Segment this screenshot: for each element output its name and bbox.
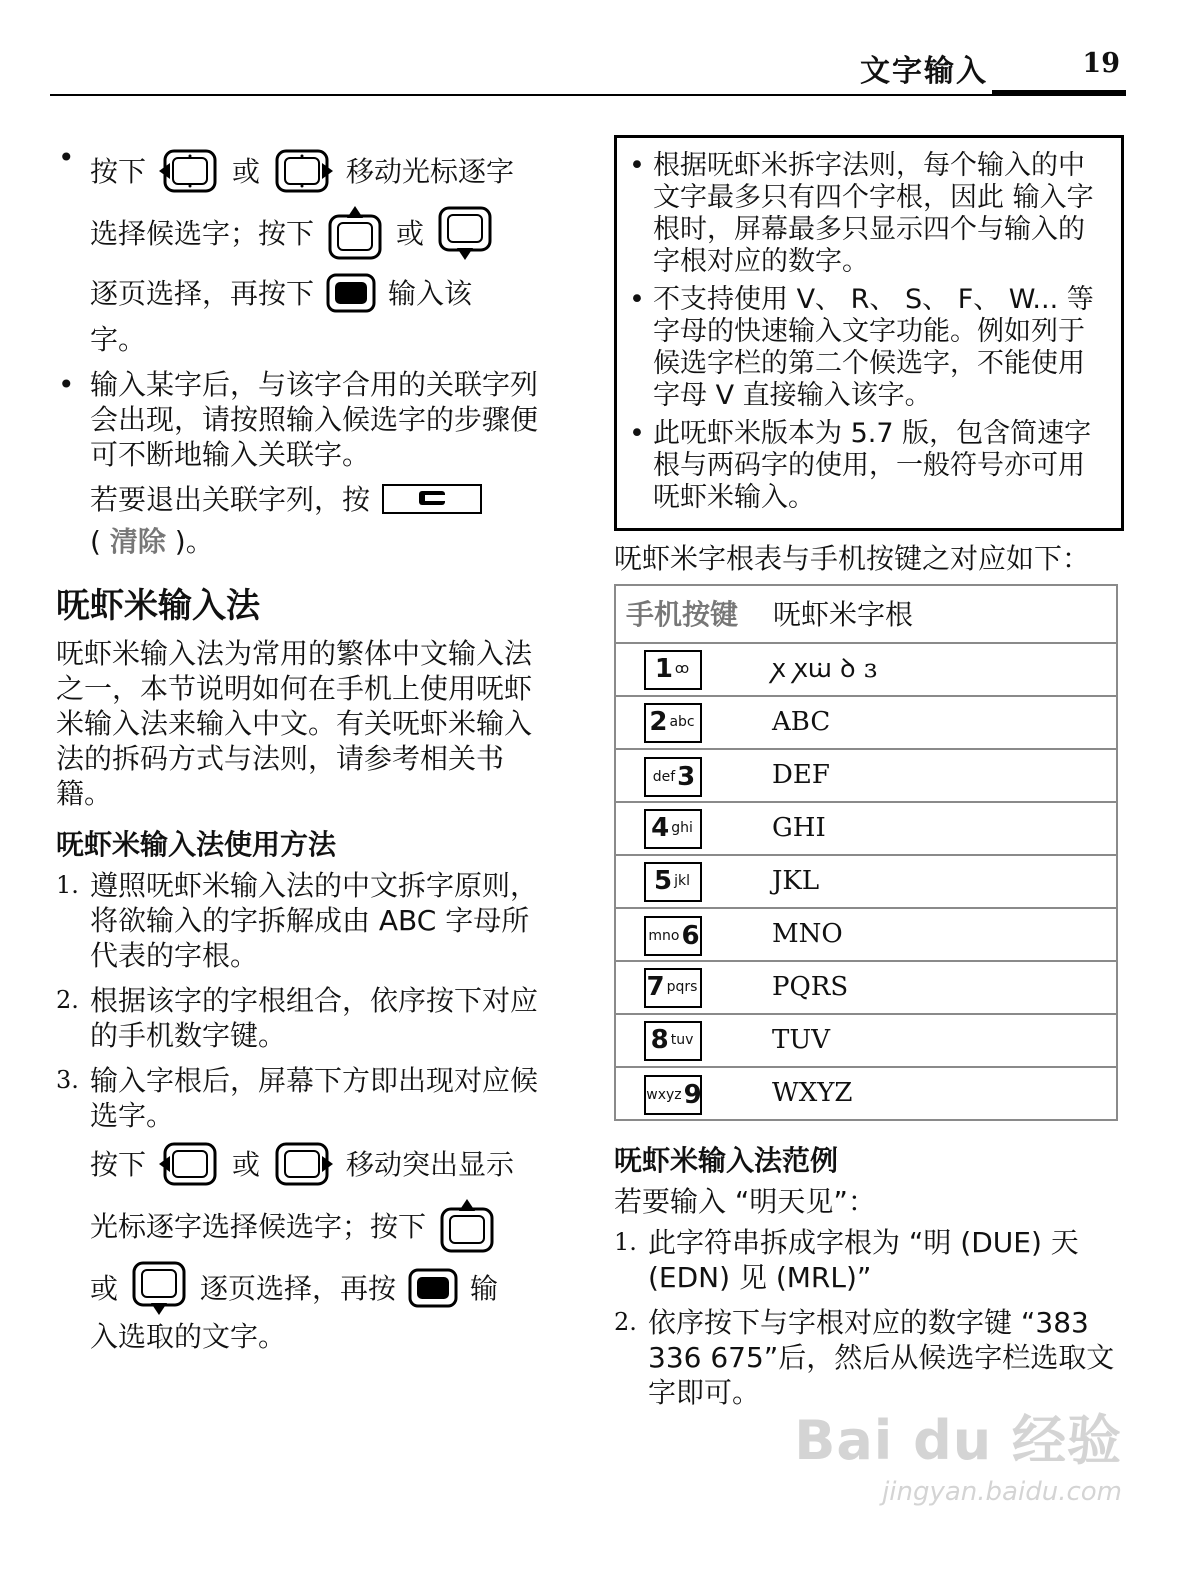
keypad-key-icon xyxy=(644,1075,702,1115)
watermark xyxy=(794,1398,1122,1507)
keypad-key-icon xyxy=(644,703,702,743)
step-text: 遵照呒虾米输入法的中文拆字原则，将欲输入的字拆解成由 ABC 字母所代表的字根。 xyxy=(90,869,539,972)
key-digit: 7 xyxy=(646,972,665,1002)
roots-cell: WXYZ xyxy=(772,1067,1117,1120)
text-press: 按下 xyxy=(90,1147,147,1181)
roots-cell: TUV xyxy=(772,1014,1117,1067)
center-select-icon xyxy=(326,273,376,313)
nav-left-icon xyxy=(158,1139,220,1189)
keypad-key-icon xyxy=(644,809,702,849)
nav-left-icon xyxy=(158,146,220,196)
key-cell xyxy=(615,1014,772,1067)
nav-down-icon xyxy=(130,1259,188,1317)
key-digit: 9 xyxy=(683,1079,702,1110)
key-digit: 8 xyxy=(650,1025,669,1055)
nav-right-icon xyxy=(272,1139,334,1189)
table-row xyxy=(615,802,1117,855)
key-digit: 2 xyxy=(649,707,668,737)
step-number: 2. xyxy=(614,1308,637,1336)
key-letters: pqrs xyxy=(666,979,698,995)
key-cell xyxy=(615,749,772,802)
key-letters: abc xyxy=(669,714,695,730)
text-select-candidate: 光标逐字选择候选字；按下 xyxy=(90,1209,427,1243)
text-or: 或 xyxy=(232,154,261,188)
note-box xyxy=(614,135,1124,531)
nav-up-icon xyxy=(326,204,384,262)
text-move-highlight: 移动突出显示 xyxy=(346,1147,515,1181)
key-digit: 5 xyxy=(654,866,673,896)
keypad-key-icon xyxy=(644,968,702,1008)
step-number: 1. xyxy=(614,1228,637,1256)
note-item: • 此呒虾米版本为 5.7 版，包含简速字根与两码字的使用，一般符号亦可用呒虾米输入。 xyxy=(627,418,1109,514)
key-letters: def xyxy=(652,768,676,785)
step-text: 根据该字的字根组合，依序按下对应的手机数字键。 xyxy=(90,984,539,1052)
watermark-url: jingyan.baidu.com xyxy=(882,1477,1122,1507)
section-title: 呒虾米输入法 xyxy=(56,586,260,626)
roots-cell: DEF xyxy=(772,749,1117,802)
roots-cell: MNO xyxy=(772,908,1117,961)
key-cell xyxy=(615,696,772,749)
example-title: 呒虾米输入法范例 xyxy=(614,1144,839,1177)
key-letters: mno xyxy=(648,927,680,944)
table-row xyxy=(615,855,1117,908)
roots-cell: JKL xyxy=(772,855,1117,908)
key-digit: 4 xyxy=(651,813,670,843)
key-digit: 6 xyxy=(681,920,700,951)
text-char: 字。 xyxy=(90,323,147,356)
text-or: 或 xyxy=(396,216,425,250)
key-cell xyxy=(615,643,772,696)
key-letters: ghi xyxy=(671,820,693,836)
table-intro: 呒虾米字根表与手机按键之对应如下： xyxy=(614,542,1091,575)
table-row xyxy=(615,1067,1117,1120)
page-header xyxy=(50,40,1126,96)
text-input-char: 输入该 xyxy=(388,276,473,310)
clear-key-icon xyxy=(382,484,482,514)
note-item: • 不支持使用 V、 R、 S、 F、 W... 等字母的快速输入文字功能。例如列于候选字栏的第二个候选字，不能使用字母 V 直接输入该字。 xyxy=(627,284,1109,412)
paren-close: )。 xyxy=(174,525,214,558)
table-row xyxy=(615,749,1117,802)
page-number: 19 xyxy=(1082,48,1120,79)
roots-cell: GHI xyxy=(772,802,1117,855)
step-text: 此字符串拆成字根为 “明 (DUE) 天 (EDN) 见 (MRL)” xyxy=(648,1226,1079,1294)
table-row xyxy=(615,908,1117,961)
paren-open: ( xyxy=(90,525,101,558)
key-letters: ꝏ xyxy=(674,661,690,677)
page-title: 文字输入 xyxy=(860,54,988,89)
example-intro: 若要输入 “明天见”： xyxy=(614,1185,876,1218)
table-row xyxy=(615,961,1117,1014)
header-rule-accent xyxy=(992,90,1126,96)
nav-up-icon xyxy=(438,1197,496,1255)
key-cell xyxy=(615,855,772,908)
table-row xyxy=(615,696,1117,749)
key-cell xyxy=(615,961,772,1014)
nav-right-icon xyxy=(272,146,334,196)
note-item: • 根据呒虾米拆字法则，每个输入的中文字最多只有四个字根，因此 输入字根时，屏幕最多只显示四个与输入的字根对应的数字。 xyxy=(627,150,1109,278)
table-row xyxy=(615,1014,1117,1067)
keypad-key-icon xyxy=(644,757,702,797)
keypad-key-icon xyxy=(644,650,702,690)
column-header-key: 手机按键 xyxy=(615,585,772,643)
left-column xyxy=(56,140,556,1364)
roots-cell: ABC xyxy=(772,696,1117,749)
example-step xyxy=(614,1305,1124,1410)
key-digit: 1 xyxy=(654,654,673,684)
associated-text: • 输入某字后，与该字合用的关联字列会出现，请按照输入候选字的步骤便可不断地输入关联字。 xyxy=(90,368,539,471)
roots-cell: ꭗ ꭗꭐ ꝺ ɜ xyxy=(772,643,1117,696)
keypad-key-icon xyxy=(644,862,702,902)
key-digit: 3 xyxy=(677,761,696,792)
text-or: 或 xyxy=(90,1271,119,1305)
step-number: 3. xyxy=(56,1066,79,1094)
keypad-key-icon xyxy=(644,1021,702,1061)
text-move-cursor: 移动光标逐字 xyxy=(346,154,515,188)
keypad-key-icon xyxy=(644,916,702,956)
table-row xyxy=(615,643,1117,696)
step-item xyxy=(56,1063,556,1354)
step-text: 依序按下与字根对应的数字键 “383 336 675”后，然后从候选字栏选取文字即可。 xyxy=(648,1306,1115,1409)
bullet-associated xyxy=(56,367,556,559)
key-mapping-table xyxy=(614,584,1118,1121)
exit-text: 若要退出关联字列，按 xyxy=(90,482,371,516)
key-cell xyxy=(615,1067,772,1120)
step-item xyxy=(56,868,556,973)
key-cell xyxy=(615,802,772,855)
text-page-select: 逐页选择，再按下 xyxy=(90,276,315,310)
column-header-roots: 呒虾米字根 xyxy=(772,585,1117,643)
key-letters: wxyz xyxy=(646,1086,682,1103)
roots-cell: PQRS xyxy=(772,961,1117,1014)
step-item xyxy=(56,983,556,1053)
text-press: • 按下 xyxy=(90,154,147,188)
nav-down-icon xyxy=(436,204,494,262)
header-rule xyxy=(50,94,1126,96)
text-input: 输 xyxy=(470,1271,499,1305)
clear-label: 清除 xyxy=(109,525,166,558)
center-select-icon xyxy=(408,1268,458,1308)
step-text: 输入字根后，屏幕下方即出现对应候选字。 xyxy=(90,1064,539,1132)
right-column xyxy=(614,135,1124,1420)
example-step xyxy=(614,1225,1124,1295)
key-letters: tuv xyxy=(670,1032,694,1048)
text-page-select: 逐页选择，再按 xyxy=(200,1271,397,1305)
usage-title: 呒虾米输入法使用方法 xyxy=(56,828,337,861)
key-cell xyxy=(615,908,772,961)
key-letters: jkl xyxy=(674,873,690,889)
text-select-candidate: 选择候选字；按下 xyxy=(90,216,315,250)
step-number: 1. xyxy=(56,871,79,899)
watermark-brand: Bai du 经验 xyxy=(794,1409,1122,1472)
text-or: 或 xyxy=(232,1147,261,1181)
step-number: 2. xyxy=(56,986,79,1014)
bullet-navigation xyxy=(56,140,556,357)
text-selected-chars: 入选取的文字。 xyxy=(90,1320,287,1353)
section-intro: 呒虾米输入法为常用的繁体中文输入法之一，本节说明如何在手机上使用呒虾米输入法来输入中文。有关呒虾米输入法的拆码方式与法则，请参考相关书籍。 xyxy=(56,637,533,810)
